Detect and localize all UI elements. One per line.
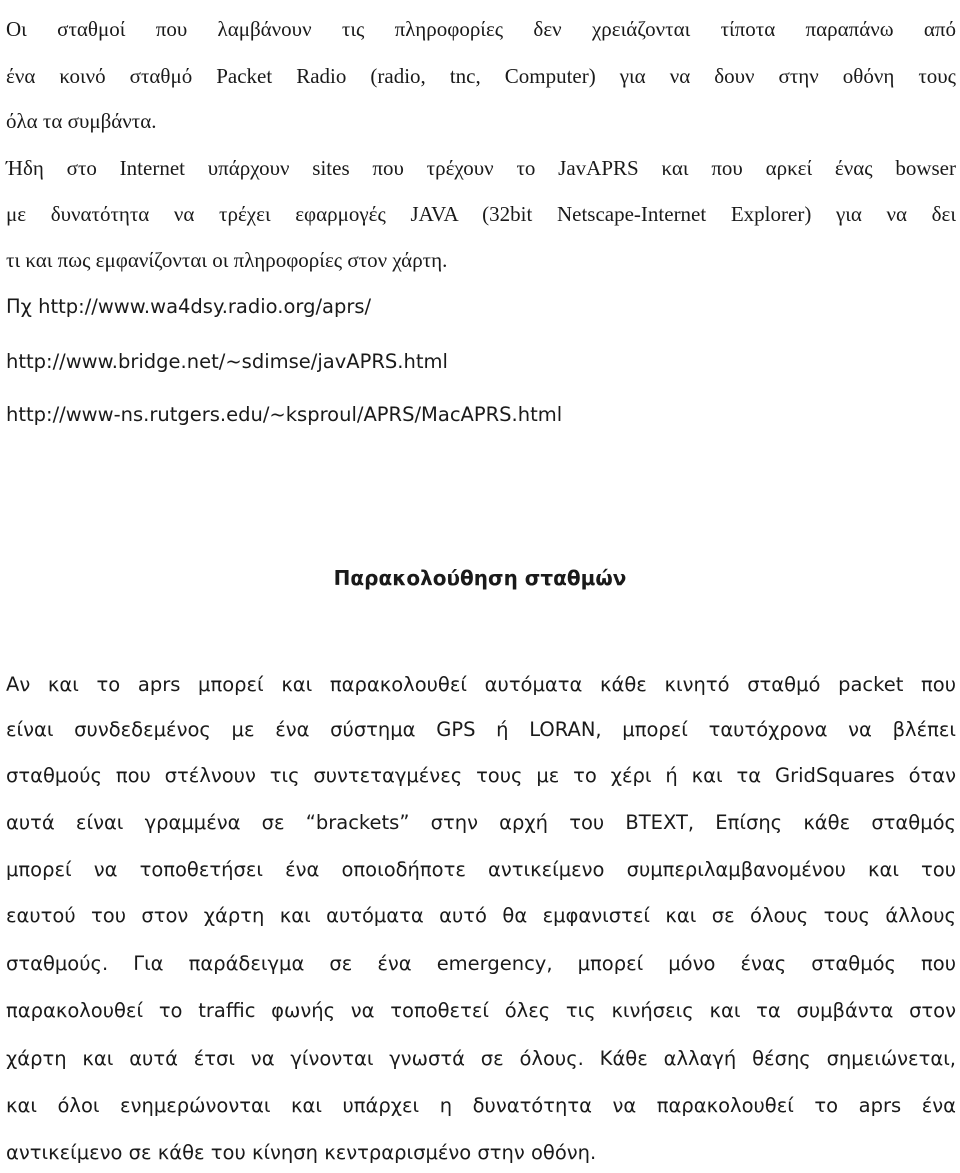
body-line: Αν και το aprs μπορεί και παρακολουθεί αυτόματα κάθε κινητό σταθμό packet που (6, 673, 956, 696)
intro-line-6: τι και πως εμφανίζονται οι πληροφορίες στον χάρτη. (6, 248, 448, 272)
body-line: αυτά είναι γραμμένα σε “brackets” στην αρχή του BTEXT, Επίσης κάθε σταθμός (6, 811, 956, 834)
intro-line-3: όλα τα συμβάντα. (6, 109, 157, 133)
link-line-3: http://www-ns.rutgers.edu/~ksproul/APRS/MacAPRS.html (6, 403, 563, 426)
body-line: σταθμούς που στέλνουν τις συντεταγμένες τους με το χέρι ή και τα GridSquares όταν (6, 764, 956, 787)
intro-line-2: ένα κοινό σταθμό Packet Radio (radio, tnc, Computer) για να δουν στην οθόνη τους (6, 64, 956, 88)
link-line-2: http://www.bridge.net/~sdimse/javAPRS.html (6, 350, 448, 373)
body-line: χάρτη και αυτά έτσι να γίνονται γνωστά σε όλους. Κάθε αλλαγή θέσης σημειώνεται, (6, 1047, 956, 1070)
intro-line-1: Οι σταθμοί που λαμβάνουν τις πληροφορίες δεν χρειάζονται τίποτα παραπάνω από (6, 17, 956, 41)
link-line-1: Πχ http://www.wa4dsy.radio.org/aprs/ (6, 295, 372, 318)
body-line: παρακολουθεί το traffic φωνής να τοποθετεί όλες τις κινήσεις και τα συμβάντα στον (6, 999, 956, 1022)
intro-line-5: με δυνατότητα να τρέχει εφαρμογές JAVA (32bit Netscape-Internet Explorer) για να δει (6, 202, 956, 226)
section-heading: Παρακολούθηση σταθμών (333, 566, 627, 590)
body-line: μπορεί να τοποθετήσει ένα οποιοδήποτε αντικείμενο συμπεριλαμβανομένου και του (6, 858, 956, 881)
body-line: αντικείμενο σε κάθε του κίνηση κεντραρισμένο στην οθόνη. (6, 1141, 597, 1164)
body-line: και όλοι ενημερώνονται και υπάρχει η δυνατότητα να παρακολουθεί το aprs ένα (6, 1094, 956, 1117)
body-line: σταθμούς. Για παράδειγμα σε ένα emergency, μπορεί μόνο ένας σταθμός που (6, 952, 956, 975)
body-line: είναι συνδεδεμένος με ένα σύστημα GPS ή LORAN, μπορεί ταυτόχρονα να βλέπει (6, 718, 956, 741)
body-line: εαυτού του στον χάρτη και αυτόματα αυτό θα εμφανιστεί και σε όλους τους άλλους (6, 904, 956, 927)
intro-line-4: Ήδη στο Internet υπάρχουν sites που τρέχουν το JavAPRS και που αρκεί ένας bowser (6, 156, 956, 180)
